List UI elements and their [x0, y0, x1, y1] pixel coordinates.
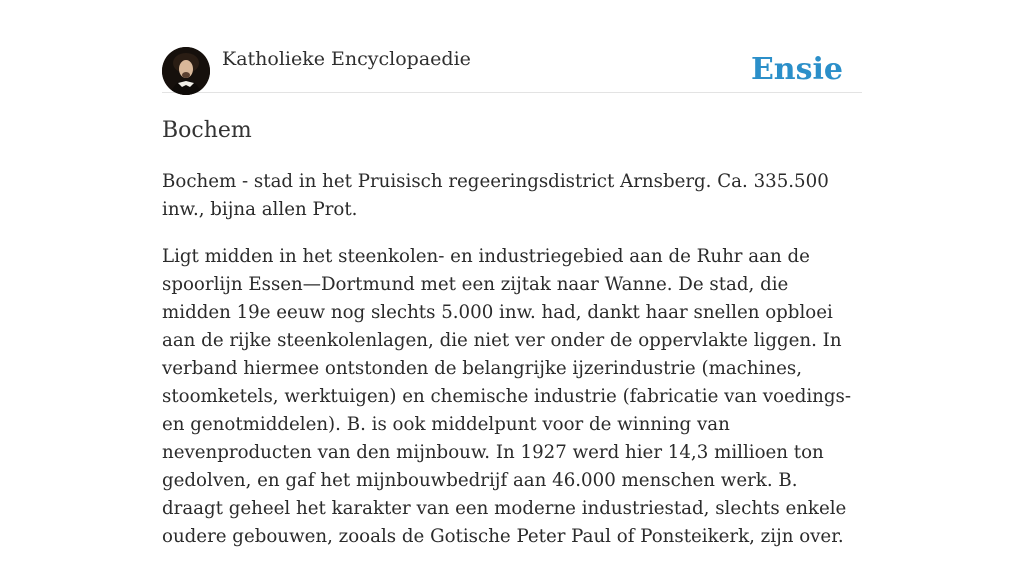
source-title[interactable]: Katholieke Encyclopaedie [222, 48, 471, 70]
article-paragraph: Ligt midden in het steenkolen- en industriegebied aan de Ruhr aan de spoorlijn Essen—Dortmund met een zijtak naar Wanne. De stad, die midden 19e eeuw nog slechts 5.000 inw. had, dankt haar snellen opbloei aan de rijke steenkolenlagen, die niet ver onder de oppervlakte liggen. In verband hiermee ontstonden de belangrijke ijzerindustrie (machines, stoomketels, werktuigen) en chemische industrie (fabricatie van voedings- en genotmiddelen). B. is ook middelpunt voor de winning van nevenproducten van den mijnbouw. In 1927 werd hier 14,3 millioen ton gedolven, en gaf het mijnbouwbedrijf aan 46.000 menschen werk. B. draagt geheel het karakter van een moderne industriestad, slechts enkele oudere gebouwen, zooals de Gotische Peter Paul of Ponsteikerk, zijn over. [162, 246, 852, 547]
article-body [162, 168, 862, 570]
header [162, 0, 862, 93]
brand-logo[interactable]: Ensie [750, 52, 843, 87]
portrait-avatar-icon[interactable] [162, 47, 210, 95]
article-paragraph: Bochem - stad in het Pruisisch regeeringsdistrict Arnsberg. Ca. 335.500 inw., bijna allen Prot. [162, 171, 829, 220]
page-container [162, 0, 862, 547]
article-title: Bochem [162, 118, 252, 143]
